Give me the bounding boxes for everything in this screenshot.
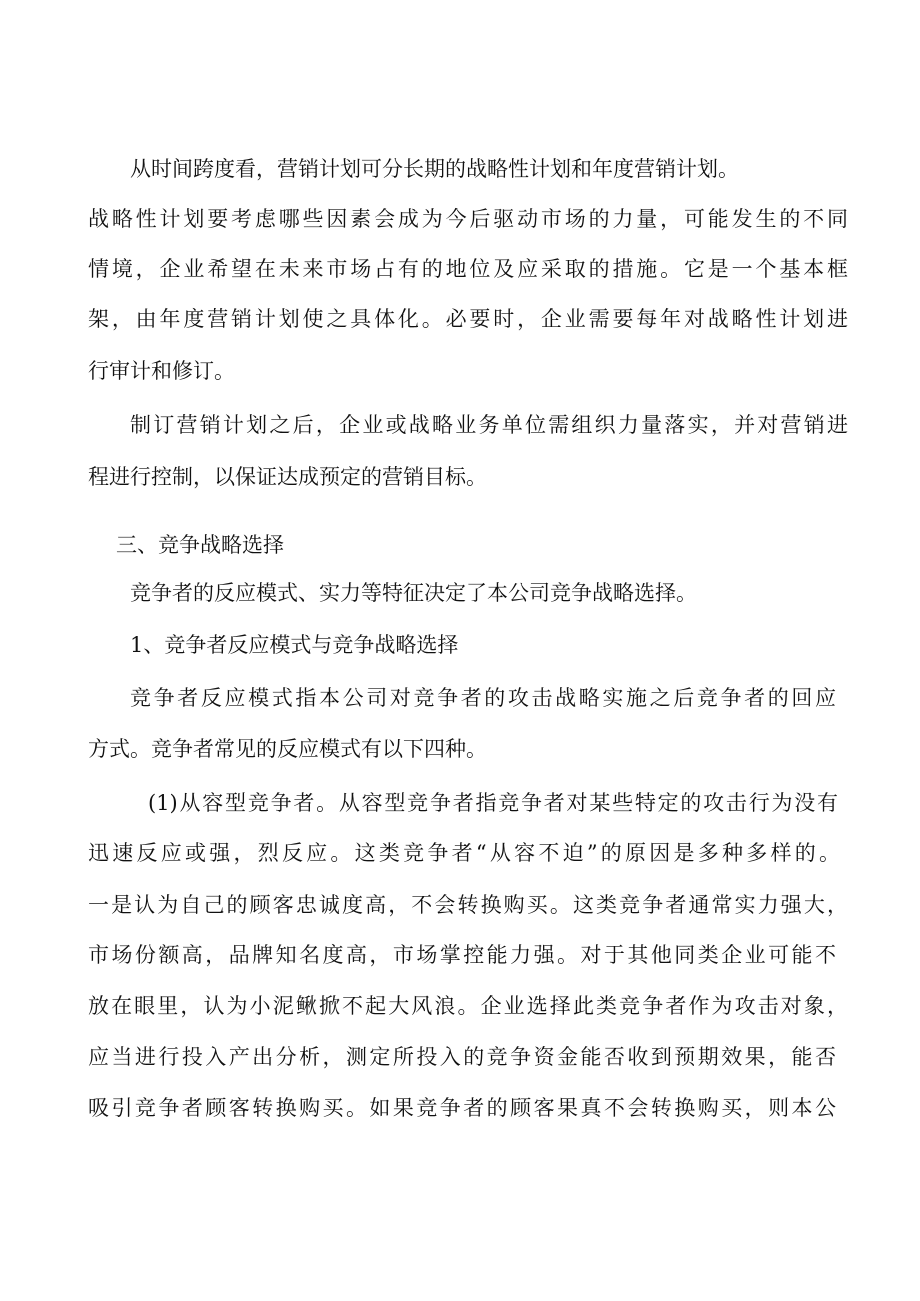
paragraph-line-6: 制订营销计划之后，企业或战略业务单位需组织力量落实，并对营销进 — [130, 413, 848, 437]
paragraph-line-17: 吸引竞争者顾客转换购买。如果竞争者的顾客果真不会转换购买，则本公 — [88, 1096, 836, 1120]
paragraph-line-15: 放在眼里，认为小泥鳅掀不起大风浪。企业选择此类竞争者作为攻击对象， — [88, 994, 848, 1018]
paragraph-line-3: 情境，企业希望在未来市场占有的地位及应采取的措施。它是一个基本框 — [88, 257, 848, 281]
paragraph-line-7: 程进行控制，以保证达成预定的营销目标。 — [88, 465, 487, 489]
paragraph-line-11: (1)从容型竞争者。从容型竞争者指竞争者对某些特定的攻击行为没有 — [148, 791, 838, 815]
paragraph-line-14: 市场份额高，品牌知名度高，市场掌控能力强。对于其他同类企业可能不 — [88, 943, 836, 967]
paragraph-line-16: 应当进行投入产出分析，测定所投入的竞争资金能否收到预期效果，能否 — [88, 1045, 836, 1069]
subsection-heading: 1、竞争者反应模式与竞争战略选择 — [130, 633, 459, 657]
section-heading: 三、竞争战略选择 — [116, 533, 284, 557]
paragraph-line-2: 战略性计划要考虑哪些因素会成为今后驱动市场的力量，可能发生的不同 — [88, 207, 848, 231]
paragraph-line-5: 行审计和修订。 — [88, 359, 235, 383]
paragraph-line-9: 竞争者反应模式指本公司对竞争者的攻击战略实施之后竞争者的回应 — [130, 686, 836, 710]
paragraph-line-1: 从时间跨度看，营销计划可分长期的战略性计划和年度营销计划。 — [130, 157, 739, 181]
paragraph-line-8: 竞争者的反应模式、实力等特征决定了本公司竞争战略选择。 — [130, 581, 697, 605]
paragraph-line-13: 一是认为自己的顾客忠诚度高，不会转换购买。这类竞争者通常实力强大， — [88, 893, 848, 917]
paragraph-line-12: 迅速反应或强，烈反应。这类竞争者“从容不迫”的原因是多种多样的。 — [88, 841, 840, 865]
paragraph-line-10: 方式。竞争者常见的反应模式有以下四种。 — [88, 737, 487, 761]
paragraph-line-4: 架，由年度营销计划使之具体化。必要时，企业需要每年对战略性计划进 — [88, 307, 848, 331]
